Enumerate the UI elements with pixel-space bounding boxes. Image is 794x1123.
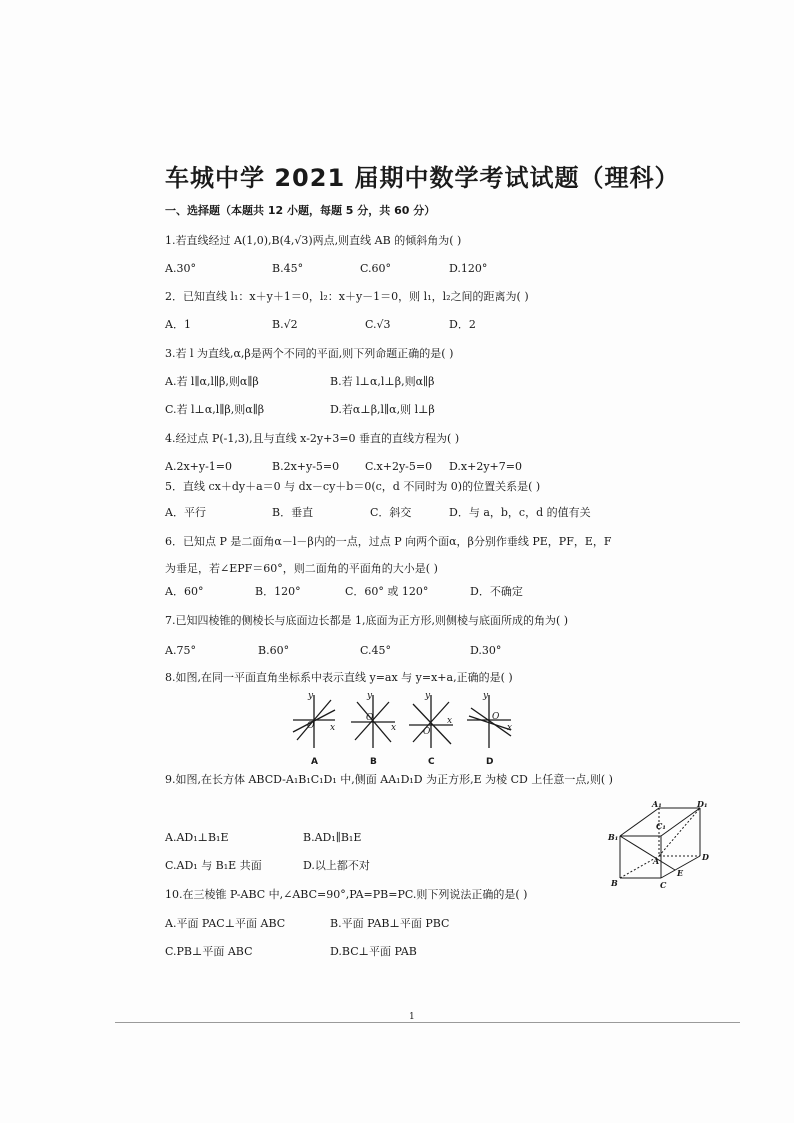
q8-label-c: C [428,757,435,767]
q8-label-d: D [486,757,494,767]
q1-option-c: C.60° [360,262,392,275]
question-3-stem: 3.若 l 为直线,α,β是两个不同的平面,则下列命题正确的是( ) [165,347,454,360]
q3-option-a: A.若 l∥α,l∥β,则α∥β [165,375,259,388]
q3-option-d: D.若α⊥β,l∥α,则 l⊥β [330,403,435,416]
cube-label-d: D [702,852,709,862]
q2-option-c: C.√3 [365,318,391,331]
q9-option-c: C.AD₁ 与 B₁E 共面 [165,859,262,872]
cube-label-d1: D₁ [697,799,708,809]
cube-label-b1: B₁ [608,832,619,842]
q5-option-a: A．平行 [165,506,206,519]
q8-c-x-label: x [447,716,453,726]
q8-a-y-label: y [308,691,314,701]
q9-option-d: D.以上都不对 [303,859,370,872]
question-7-stem: 7.已知四棱锥的侧棱长与底面边长都是 1,底面为正方形,则侧棱与底面所成的角为( ) [165,614,569,627]
q8-graph-d [467,695,511,748]
question-5-stem: 5．直线 cx＋dy＋a＝0 与 dx－cy＋b＝0(c，d 不同时为 0)的位置关系是( ) [165,480,541,493]
q8-label-a: A [311,757,318,767]
q3-option-b: B.若 l⊥α,l⊥β,则α∥β [330,375,435,388]
q8-a-origin-label: O [307,721,315,731]
footer-divider [115,1022,740,1023]
question-2-stem: 2．已知直线 l₁：x＋y＋1＝0，l₂：x＋y－1＝0，则 l₁，l₂之间的距离为( ) [165,290,529,303]
q8-d-origin-label: O [492,712,500,722]
question-10-stem: 10.在三棱锥 P-ABC 中,∠ABC=90°,PA=PB=PC.则下列说法正确的是( ) [165,888,528,901]
q2-option-b: B.√2 [272,318,298,331]
q1-option-b: B.45° [272,262,304,275]
question-9-stem: 9.如图,在长方体 ABCD-A₁B₁C₁D₁ 中,侧面 AA₁D₁D 为正方形,E 为棱 CD 上任意一点,则( ) [165,773,613,786]
q3-option-c: C.若 l⊥α,l∥β,则α∥β [165,403,265,416]
q4-option-d: D.x+2y+7=0 [449,460,522,473]
q6-option-c: C．60° 或 120° [345,585,429,598]
q9-option-b: B.AD₁∥B₁E [303,831,362,844]
q8-b-y-label: y [367,691,373,701]
q4-option-c: C.x+2y-5=0 [365,460,433,473]
q10-option-a: A.平面 PAC⊥平面 ABC [165,917,286,930]
q1-option-d: D.120° [449,262,488,275]
cube-label-c: C [660,880,667,890]
page-title: 车城中学 2021 届期中数学考试试题（理科） [165,164,680,192]
q2-option-a: A．1 [165,318,191,331]
q8-a-x-label: x [330,723,336,733]
question-8-stem: 8.如图,在同一平面直角坐标系中表示直线 y=ax 与 y=x+a,正确的是( ) [165,671,513,684]
q5-option-b: B．垂直 [272,506,314,519]
q7-option-b: B.60° [258,644,290,657]
q4-option-b: B.2x+y-5=0 [272,460,340,473]
cube-label-e: E [677,868,684,878]
q10-option-d: D.BC⊥平面 PAB [330,945,417,958]
q7-option-c: C.45° [360,644,392,657]
q10-option-c: C.PB⊥平面 ABC [165,945,253,958]
q9-cuboid-figure [605,798,715,890]
cube-label-b: B [611,878,618,888]
q2-option-d: D．2 [449,318,476,331]
q6-option-b: B．120° [255,585,301,598]
q8-label-b: B [370,757,377,767]
cube-label-a: A [653,856,660,866]
q7-option-a: A.75° [165,644,196,657]
q9-option-a: A.AD₁⊥B₁E [165,831,229,844]
q8-c-origin-label: O [423,727,431,737]
question-6-stem-line2: 为垂足，若∠EPF＝60°，则二面角的平面角的大小是( ) [165,562,438,575]
q8-graphs-figure [285,690,525,770]
q8-c-y-label: y [425,691,431,701]
cube-label-c1: C₁ [656,821,666,831]
q6-option-d: D．不确定 [470,585,523,598]
question-6-stem: 6．已知点 P 是二面角α－l－β内的一点，过点 P 向两个面α，β分别作垂线 PE，PF，E，F [165,535,612,548]
question-4-stem: 4.经过点 P(-1,3),且与直线 x-2y+3=0 垂直的直线方程为( ) [165,432,460,445]
q10-option-b: B.平面 PAB⊥平面 PBC [330,917,450,930]
q8-d-y-label: y [483,691,489,701]
section-heading: 一、选择题（本题共 12 小题，每题 5 分，共 60 分） [165,204,436,217]
q1-option-a: A.30° [165,262,196,275]
q7-option-d: D.30° [470,644,502,657]
question-1-stem: 1.若直线经过 A(1,0),B(4,√3)两点,则直线 AB 的倾斜角为( ) [165,234,462,247]
q8-d-x-label: x [507,723,513,733]
q8-b-x-label: x [391,723,397,733]
q5-option-c: C．斜交 [370,506,412,519]
page-number: 1 [409,1012,415,1022]
q5-option-d: D．与 a，b，c，d 的值有关 [449,506,591,519]
q6-option-a: A．60° [165,585,204,598]
cube-label-a1: A₁ [652,799,662,809]
q4-option-a: A.2x+y-1=0 [165,460,233,473]
q8-b-origin-label: O [366,713,374,723]
